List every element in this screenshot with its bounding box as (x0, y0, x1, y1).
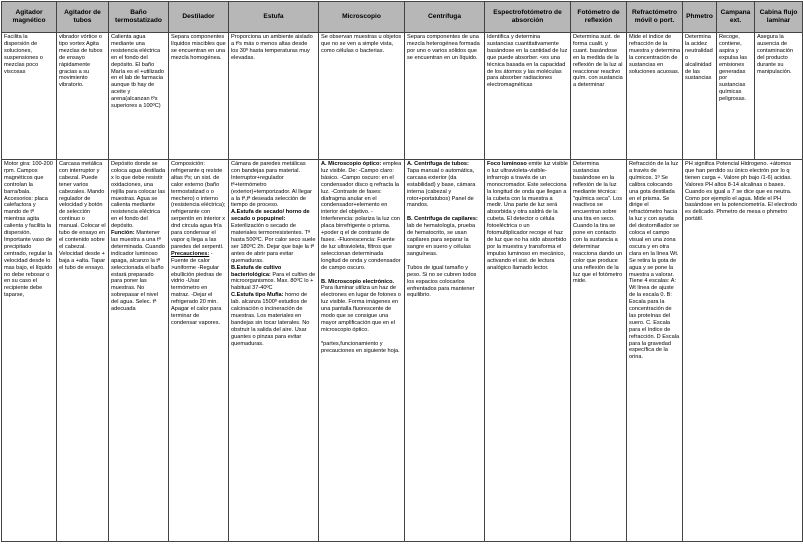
table-cell: Proporciona un ambiente aislado a tºs más o menos altas desde los 30º hasta temperaturas muy elevadas. (229, 33, 319, 160)
table-cell: Determina sustancias basándose en la reflexión de la luz mediante técnica: "química seca". Los reactivos se encuentran sobre una tira en seco. Cuando la tira se pone en contacto con la sustancia a determinar reacciona dando un color que produce una reflexión de la luz que el fotómetro mide. (571, 160, 627, 542)
cell-subtitle: Foco luminoso (487, 161, 527, 167)
cell-text: horno de lab. alcanza 1500º estudios de calcinación o incineración de muestras. Los materiales en bandejas sin tocar laterales. No obstruir la salida del aire. Usar guantes o pinzas para evitar quemaduras. (231, 292, 310, 347)
table-cell: Se observan muestras u objetos que no se ven a simple vista, como células o bacterias. (319, 33, 405, 160)
header-cell: Refractómetro móvil o port. (627, 2, 683, 33)
table-cell: Separa componentes de una mezcla heterogénea formada por uno o varios sólidos que se encuentran en un líquido. (405, 33, 485, 160)
cell-text: -Fuente de calor >uniforme -Regular ebullición piedras de vidrio -Usar termómetro en matraz. -Dejar el refrigerado 20 min. Apagar el calor para terminar de condensar vapores. (171, 250, 222, 326)
table-cell: Asegura la ausencia de contaminación del producto durante su manipulación. (755, 33, 803, 160)
cell-text: Esterilización o secado de materiales termorresistentes. Tª hasta 500ºC. Por calor seco suele ser 180ºC 2h. Dejar que baje la tª antes de abrir para evitar quemaduras. (231, 223, 316, 264)
cell-subtitle: B. Microscopio electrónico. (321, 278, 395, 285)
cell-text: lab de hematología, prueba de hematocrito, se usan capilares para separar la sangre en suero y células sanguíneas. (407, 223, 476, 257)
header-cell: Agitador magnético (2, 2, 57, 33)
header-cell: Centrífuga (405, 2, 485, 33)
table-cell (109, 160, 169, 542)
table-cell: Motor gira: 100-200 rpm. Campos magnéticos que controlan la barra/bala. Accesorios: placa calefactora y mando de tª mientras agita calienta y facilita la dispersión. Importante vaso de precipitado centrado, regular la velocidad desde lo mas bajo, el líquido no debe rebosar o en su caso el recipiente debe taparse, (2, 160, 57, 542)
equipment-table (1, 1, 803, 542)
header-cell: Espectrofotómetro de absorción (485, 2, 571, 33)
header-row (2, 2, 803, 33)
cell-text: Composición: refrigerante q resiste altas tºs; un sist. de calor externo (baño termostatizad o o mechero) o interno (resistencia eléctrica); refrigerante con serpentín en interior x dnd circula agua fría para condensar el vapor q llega a las paredes del serpentí. (171, 161, 226, 250)
table-cell (169, 160, 229, 542)
header-cell: Baño termostatizado (109, 2, 169, 33)
table-cell: Recoge, contiene, aspira y expulsa las emisiones generadas por sustancias químicas peligrosas. (717, 33, 755, 160)
table-cell: Mide el índice de refracción de la muestra y determina la concentración de sustancias en soluciones acuosas. (627, 33, 683, 160)
cell-text: Tapa manual o automática, carcasa exterior (da estabilidad) y base, cámara interna (cabezal y rotor+portatubos) Panel de mandos. (407, 167, 476, 209)
cell-text: Mantener las muestra a una tª determinada. Cuando indicador luminoso apaga, alcanzo la tª seleccionada el baño estará preparado para poner las muestras. No sobrepasar el nivel del agua. Selec. tª adecuada (111, 230, 165, 313)
cell-text: *partes,funcionamiento y precauciones en siguiente hoja. (321, 340, 400, 354)
cell-subtitle: B.Estufa de cultivo bacteriológica: (231, 264, 282, 278)
table-cell: Determina la acidez neutralidad o alcalinidad de las sustancias (683, 33, 717, 160)
header-cell: Destilador (169, 2, 229, 33)
table-cell: Calienta agua mediante una resistencia eléctrica en el fondo del depósito. El baño María es el +utilizado en el lab de farmacia aunque tb hay de aceite y arena(alcanzan tºs superiores a 100ºC) (109, 33, 169, 160)
cell-subtitle: A.Estufa de secado/ horno de secado o popupinel: (231, 209, 310, 223)
cell-text: Depósito donde se coloca agua destilada x lo que debe resistir oxidaciones, una rejilla para colocar las muestras. Agua se calienta mediante resistencia eléctrica en el fondo del depósito. (111, 161, 166, 230)
header-cell: Microscopio (319, 2, 405, 33)
table-cell: vibrador vórtice o tipo vortex Agita mezclas de tubos de ensayo rápidamente gracias a su movimiento vibratorio. (57, 33, 109, 160)
cell-text: Para iluminar utiliza un haz de electrones en lugar de fotones o luz visible. Forma imágenes en una pantalla fluorescente de modo que se consigue una mayor amplificación que en el microscopio óptico. (321, 285, 401, 333)
table-cell (485, 160, 571, 542)
cell-text: Tubos de igual tamaño y peso. Si no se cubren todos los espacios colocarlos enfrentados para mantener equilibrio. (407, 264, 477, 299)
cell-subtitle: C.Estufa tipo Mufla: (231, 292, 284, 299)
details-row (2, 160, 803, 542)
table-cell: Identifica y determina sustancias cuantitativamente basándose en la cantidad de luz que puede absorber. <es una técnica basada en la capacidad de los átomos y las moléculas para absorber radiaciones electromagnéticas (485, 33, 571, 160)
cell-subtitle: A. Centrífuga de tubos: (407, 161, 469, 167)
table-cell: PH significa Potencial Hidrogeno. +átomos que han perdido su único electrón por lo q tienen carga +. Valore ph bajo /1-6) acidas. Valores PH altos 8-14 alcalinas o bases. Cuando es igual a 7 se dice que es neutra. Como por ejemplo el agua. Mide el PH basándose en la potenciometría. El electrodo es delicado. Phmetro de mesa o phmetro portátil. (683, 160, 803, 542)
table-cell (405, 160, 485, 542)
cell-subtitle: Función: (111, 230, 135, 237)
cell-text: emplea luz visible. De: -Campo claro: básico. -Campo oscuro: en el condensador disco q refracta la luz. -Contraste de fases: diafragma anular en el condensador+elemento en interior del objetivo. -Interferencia: polariza la luz con placa birrefrigente o prisma. +poder q el de contraste de fases. -Fluorescencia: Fuente de luz ultravioleta, filtros que seleccionan determinada longitud de onda y condensador de campo oscuro. (321, 161, 402, 271)
cell-subtitle: Precauciones: (171, 250, 210, 257)
cell-text: Para el cultivo de microorganismos. Max. 80ºC lo + habitual 37-40ºC (231, 271, 316, 292)
cell-subtitle: A. Microscopio óptico: (321, 161, 382, 167)
header-cell: Phmetro (683, 2, 717, 33)
table-cell (229, 160, 319, 542)
cell-subtitle: B. Centrífuga de capilares: (407, 216, 478, 223)
header-cell: Campana ext. (717, 2, 755, 33)
header-cell: Estufa (229, 2, 319, 33)
table-cell: Facilita la dispersión de soluciones, suspensiones o mezclas poco viscosas (2, 33, 57, 160)
cell-text: emite luz visible o luz ultravioleta-visible-infrarrojo a través de un monocromador. Este selecciona la longitud de onda que llegan a la cubeta con la muestra a medir. Una parte de luz será absorbida y otra saldrá de la cubeta. El detector o célula fotoeléctrica o un fotomultiplicador recoge el haz de luz que no ha sido absorbido por la muestra y transforma el impulso luminoso en mecánico, activando el sist. de lectura analógico llamado lector. (487, 161, 568, 271)
function-row (2, 33, 803, 160)
cell-text: Cámara de paredes metálicas con bandejas para material. Interruptor+regulador tª+termómetro (exterior)+temporizador. Al llegar a la tª,tª deseada selección de tiempo de proceso. (231, 161, 312, 209)
header-cell: Cabina flujo laminar (755, 2, 803, 33)
table-cell: Separa componentes líquidos miscibles que se encuentran en una mezcla homogénea. (169, 33, 229, 160)
table-cell (319, 160, 405, 542)
header-cell: Fotómetro de reflexión (571, 2, 627, 33)
table-cell: Refracción de la luz a través de químicos. 1º Se calibra colocando una gota destilada en el prisma. Se dirige el refractómetro hacia la luz y con ayuda del destornillador se coloca el campo visual en una zona oscura y en otra clara en la línea Wt. Se retira la gota de agua y se pone la muestra a valorar. Tiene 4 escalas: A: Wt línea de ajuste de la escala 0. B: Escala para la concentración de las proteínas del suero. C. Escala para el índice de refracción. D Escala para la gravedad específica de la orina. (627, 160, 683, 542)
table-cell: Carcasa metálica con interruptor y cabezal. Puede tener varios cabezales. Mando regulador de velocidad y botón de selección continuo o manual. Colocar el tubo de ensayo en el contenido sobre el cabezal. Velocidad desde + baja a +alta. Tapar el tubo de ensayo. (57, 160, 109, 542)
table-cell: Determina sust. de forma cualit. y cuant. basándose en la medida de la reflexión de la luz al reaccionar reactivo quím. con sustancia a determinar (571, 33, 627, 160)
header-cell: Agitador de tubos (57, 2, 109, 33)
